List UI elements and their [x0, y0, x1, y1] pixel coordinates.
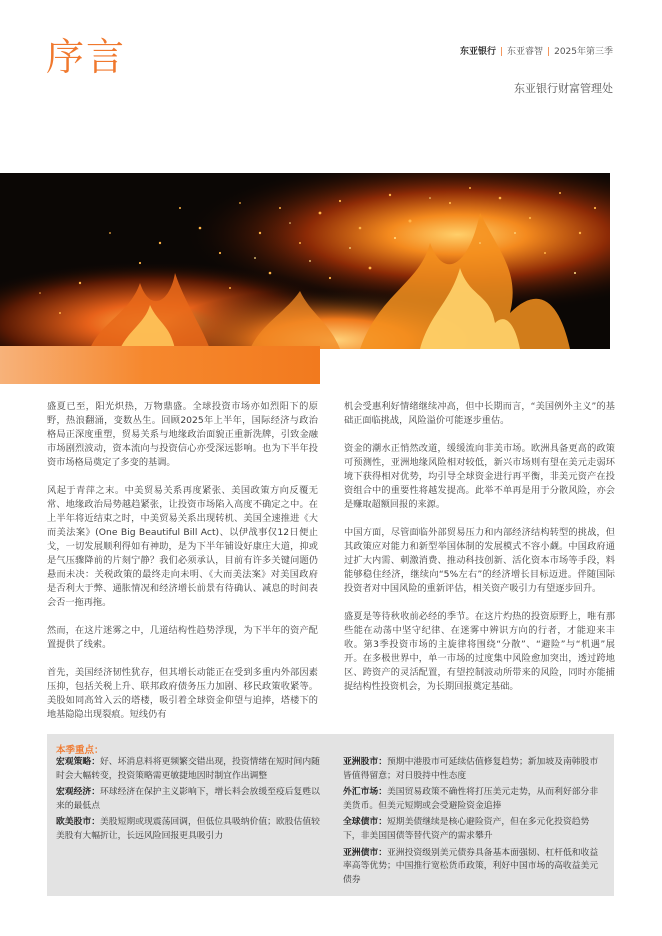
key-point-text: 亚洲投资级别美元债券具备基本面强韧、杠杆低和收益率高等优势；中国推行宽松货币政策，利好中国市场的高收益美元债券: [343, 847, 599, 885]
key-point-label: 亚洲股市：: [343, 757, 387, 767]
page-title: 序言: [46, 35, 127, 79]
brand-label: 东亚银行: [459, 47, 496, 57]
key-point-global-bonds: [343, 816, 605, 843]
key-point-text: 美股短期或现震荡回调，但低位具吸纳价值；欧股估值较美股有大幅折让，长远风险回报更具吸引力: [56, 817, 320, 841]
body-column-left: [47, 400, 318, 736]
key-point-macro-strategy: [56, 756, 326, 783]
paragraph: 盛夏是等待秋收前必经的季节。在这片灼热的投资原野上，唯有那些能在动荡中坚守纪律、在迷雾中辨识方向的行者，才能迎来丰收。第3季投资市场的主旋律将围绕“分散”、“避险”与“机遇”展开。在多极世界中，单一市场的过度集中风险愈加突出，透过跨地区、跨资产的灵活配置，有望控制波动所带来的风险，同时亦能捕捉结构性投资机会，为长期回报奠定基础。: [344, 611, 615, 692]
key-point-text: 预期中港股市可延续估值修复趋势；新加坡及南韩股市皆值得留意；对日股持中性态度: [343, 757, 599, 781]
paragraph: 资金的潮水正悄然改道，缓缓流向非美市场。欧洲具备更高的政策可预测性，亚洲地缘风险相对较低，新兴市场则有望在美元走弱环境下获得相对优势，均引导全球资金进行再平衡，非美元资产在投资组合中的重要性将越发提高。此举不单再是用于分散风险，亦会是赚取超额回报的来源。: [344, 443, 615, 510]
key-points-column-right: [343, 756, 605, 890]
series-label: 东亚睿智: [507, 47, 544, 57]
key-point-macro-economy: [56, 786, 326, 813]
key-point-asia-equities: [343, 756, 605, 783]
key-points-title: 本季重点：: [56, 745, 104, 756]
key-point-label: 外汇市场：: [343, 787, 387, 798]
key-point-fx-market: [343, 786, 605, 813]
key-point-label: 亚洲债市：: [343, 847, 387, 858]
key-point-label: 宏观策略：: [56, 757, 100, 767]
key-point-text: 美国贸易政策不确性将打压美元走势，从而利好部分非美货币。但美元短期或会受避险资金追捧: [343, 787, 599, 811]
key-point-text: 好、坏消息料将更频繁交错出现，投资情绪在短时间内随时会大幅转变，投资策略需更敏捷地因时制宜作出调整: [56, 757, 320, 781]
key-point-label: 欧美股市：: [56, 817, 100, 828]
body-column-right: [344, 400, 615, 708]
header-meta: [460, 44, 613, 57]
paragraph: 盛夏已至，阳光炽热，万物鼎盛。全球投资市场亦如烈阳下的原野，热浪翻涌，变数丛生。回顾2025年上半年，国际经济与政治格局正深度重塑，贸易关系与地缘政治面貌正重新洗牌，引致金融市场剧烈波动，资本流向与投资信心亦受深远影响。也为下半年投资市场格局奠定了多变的基调。: [47, 401, 318, 468]
key-point-us-eu-equities: [56, 816, 326, 843]
period-label: 2025年第三季: [554, 47, 613, 57]
paragraph: 机会受惠利好情绪继续冲高，但中长期而言，“美国例外主义”的基础正面临挑战，风险溢价可能逐步重估。: [344, 401, 615, 426]
department-label: 东亚银行财富管理处: [514, 82, 613, 95]
paragraph: 中国方面，尽管面临外部贸易压力和内部经济结构转型的挑战，但其政策应对能力和新型举国体制的发展模式不容小觑。中国政府通过扩大内需、刺激消费、推动科技创新、活化资本市场等手段，料能够稳住经济，继续向“5%左右”的经济增长目标迈进。伴随国际投资者对中国风险的重新评估，相关资产吸引力有望逐步回升。: [344, 527, 615, 594]
orange-accent-bar: [0, 346, 320, 384]
fire-sparks-image: [0, 173, 610, 349]
paragraph: 首先，美国经济韧性犹存，但其增长动能正在受到多重内外部因素压抑，包括关税上升、联邦政府债务压力加剧、移民政策收紧等。美股如同高耸入云的塔楼，吸引着全球资金仰望与追捧，塔楼下的地基隐隐出现裂痕。短线仍有: [47, 667, 318, 720]
paragraph: 然而，在这片迷雾之中，几道结构性趋势浮现，为下半年的资产配置提供了线索。: [47, 625, 318, 650]
divider: |: [499, 47, 504, 57]
key-point-text: 短期美债继续是核心避险资产，但在多元化投资趋势下，非美国国债等替代资产的需求攀升: [343, 817, 590, 841]
key-point-label: 宏观经济：: [56, 787, 100, 798]
key-point-asia-bonds: [343, 847, 605, 888]
key-points-box: [47, 734, 614, 896]
paragraph: 风起于青萍之末。中美贸易关系再度紧张、美国政策方向反覆无常、地缘政治局势越趋紧张，让投资市场陷入高度不确定之中。在上半年将近结束之时，中美贸易关系出现转机、美国全速推进《大而美法案》(One Big Beautiful Bill Act)、以伊战事仅12日便止戈，一切发展顺利得如有神助，是为下半年铺设好康庄大道，抑或是气压骤降前的片刻宁静？我们必须承认，目前有许多关键问题仍悬而未决：关税政策的最终走向未明、《大而美法案》对美国政府是否利大于弊、通胀情况和经济增长前景有待确认、减息的时间表会否一拖再拖。: [47, 485, 318, 608]
key-point-text: 环球经济在保护主义影响下，增长料会放缓至疫后复甦以来的最低点: [56, 787, 320, 811]
divider: |: [547, 47, 551, 57]
key-points-column-left: [56, 756, 326, 847]
key-point-label: 全球债市：: [343, 817, 387, 828]
